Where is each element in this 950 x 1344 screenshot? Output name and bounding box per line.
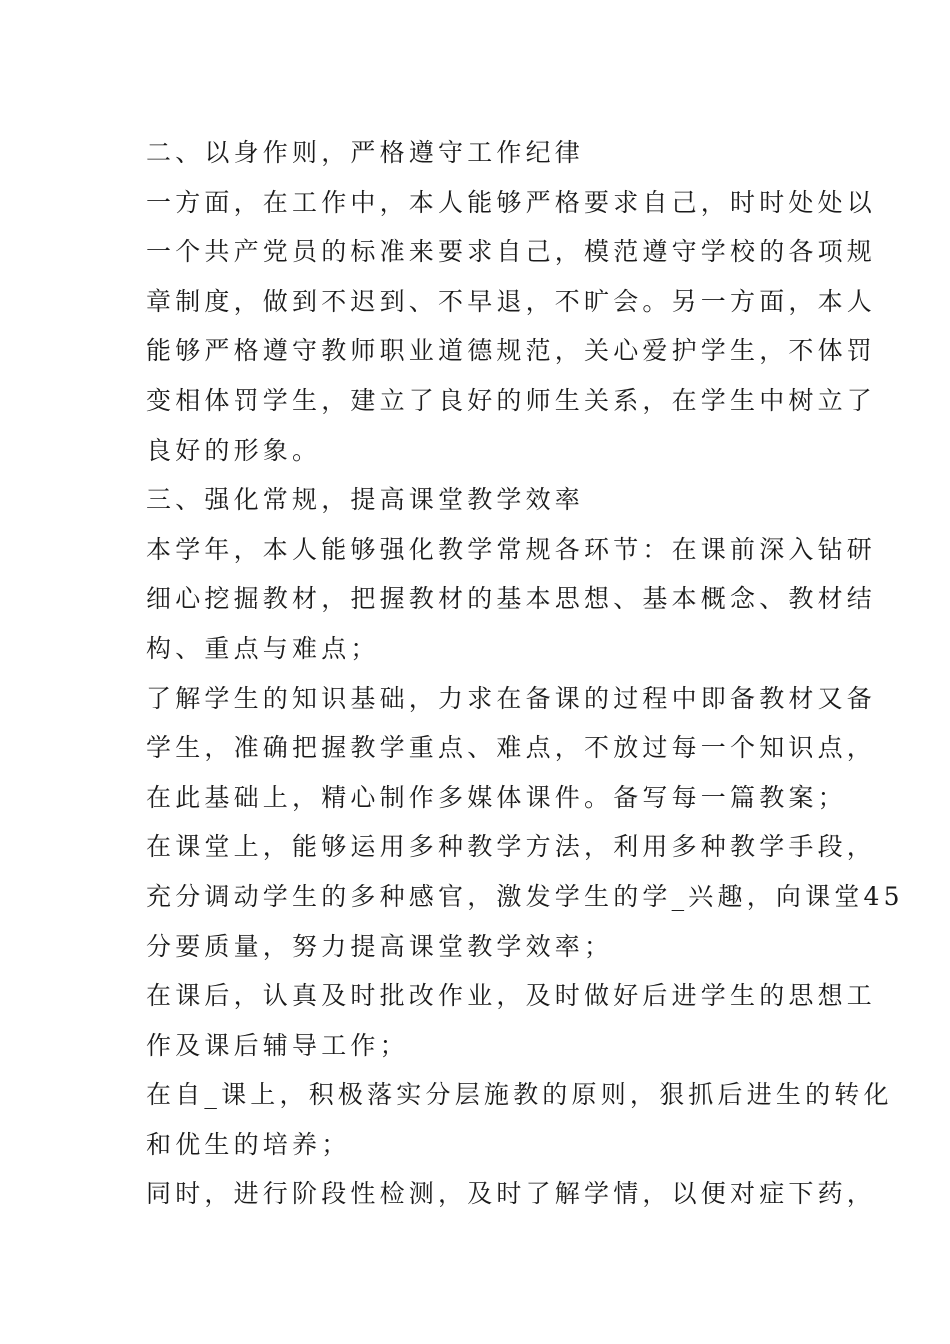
paragraph-line: 本学年，本人能够强化教学常规各环节：在课前深入钻研 (146, 534, 877, 564)
paragraph-line: 变相体罚学生，建立了良好的师生关系，在学生中树立了 (146, 385, 877, 415)
paragraph-line: 能够严格遵守教师职业道德规范，关心爱护学生，不体罚 (146, 336, 877, 366)
paragraph-line: 构、重点与难点； (146, 633, 380, 663)
paragraph-line: 作及课后辅导工作； (146, 1030, 409, 1060)
paragraph-line: 分要质量，努力提高课堂教学效率； (146, 931, 614, 961)
paragraph-line: 章制度，做到不迟到、不早退，不旷会。另一方面，本人 (146, 286, 877, 316)
paragraph-line: 在此基础上，精心制作多媒体课件。备写每一篇教案； (146, 782, 847, 812)
section-heading-discipline: 二、以身作则，严格遵守工作纪律 (146, 138, 585, 167)
paragraph-line: 细心挖掘教材，把握教材的基本思想、基本概念、教材结 (146, 584, 877, 614)
paragraph-line: 在课堂上，能够运用多种教学方法，利用多种教学手段， (146, 832, 877, 862)
paragraph-line: 同时，进行阶段性检测，及时了解学情，以便对症下药， (146, 1179, 877, 1209)
paragraph-line: 和优生的培养； (146, 1129, 351, 1159)
paragraph-line: 充分调动学生的多种感官，激发学生的学_兴趣，向课堂45 (146, 881, 904, 911)
section-heading-teaching: 三、强化常规，提高课堂教学效率 (146, 485, 585, 515)
paragraph-line: 良好的形象。 (146, 435, 322, 465)
paragraph-line: 学生，准确把握教学重点、难点，不放过每一个知识点， (146, 733, 877, 763)
paragraph-line: 了解学生的知识基础，力求在备课的过程中即备教材又备 (146, 683, 877, 713)
document-body (146, 128, 904, 1219)
paragraph-line: 一个共产党员的标准来要求自己，模范遵守学校的各项规 (146, 237, 877, 267)
paragraph-line: 在自_课上，积极落实分层施教的原则，狠抓后进生的转化 (146, 1080, 893, 1110)
paragraph-line: 一方面，在工作中，本人能够严格要求自己，时时处处以 (146, 187, 877, 217)
paragraph-line: 在课后，认真及时批改作业，及时做好后进学生的思想工 (146, 981, 877, 1011)
